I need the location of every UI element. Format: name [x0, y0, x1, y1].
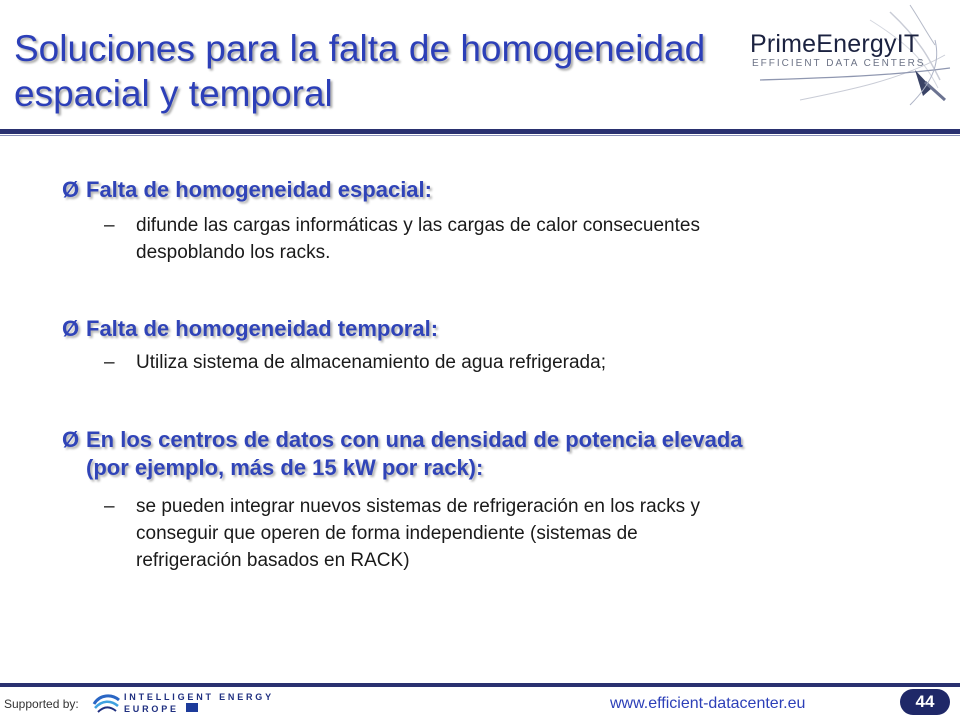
- logo-wordmark: PrimeEnergyIT: [750, 30, 920, 58]
- slide-title: [14, 26, 734, 116]
- supported-by-label: Supported by:: [4, 697, 79, 711]
- bullet-heading-text: (por ejemplo, más de 15 kW por rack):: [86, 455, 484, 480]
- header-divider: [0, 129, 960, 134]
- bullet-heading: [62, 315, 932, 343]
- bullet-arrow-icon: Ø: [62, 316, 80, 341]
- bullet-arrow-icon: Ø: [62, 427, 80, 452]
- sub-item-line: Utiliza sistema de almacenamiento de agua refrigerada;: [136, 352, 606, 373]
- sponsor-line-1: INTELLIGENT ENERGY: [124, 692, 274, 702]
- title-line-2: espacial y temporal: [14, 73, 333, 114]
- bullet-heading-text: En los centros de datos con una densidad de potencia elevada: [86, 427, 743, 452]
- header-divider-thin: [0, 135, 960, 136]
- sub-item-line: despoblando los racks.: [136, 242, 331, 263]
- sub-item: [104, 212, 864, 266]
- eu-flag-icon: [186, 703, 198, 712]
- intelligent-energy-europe-logo: [92, 690, 120, 714]
- sub-item-line: refrigeración basados en RACK): [136, 550, 410, 571]
- bullet-arrow-icon: Ø: [62, 177, 80, 202]
- dash-marker: –: [104, 215, 115, 236]
- logo-tagline: EFFICIENT DATA CENTERS: [752, 58, 926, 69]
- page-number-badge: 44: [900, 689, 950, 715]
- footer-url: www.efficient-datacenter.eu: [610, 695, 806, 712]
- sponsor-line-2: EUROPE: [124, 704, 179, 714]
- dash-marker: –: [104, 352, 115, 373]
- sub-item: [104, 349, 864, 376]
- title-line-1: Soluciones para la falta de homogeneidad: [14, 28, 706, 69]
- dash-marker: –: [104, 496, 115, 517]
- footer-divider: [0, 683, 960, 687]
- bullet-heading-text: Falta de homogeneidad temporal:: [86, 316, 439, 341]
- prime-energy-logo: [740, 0, 960, 125]
- sub-item-line: conseguir que operen de forma independiente (sistemas de: [136, 523, 638, 544]
- sub-item-line: difunde las cargas informáticas y las cargas de calor consecuentes: [136, 215, 700, 236]
- sponsor-name: [124, 691, 274, 715]
- sub-item: [104, 493, 864, 574]
- bullet-heading: [62, 176, 932, 204]
- bullet-heading-text: Falta de homogeneidad espacial:: [86, 177, 432, 202]
- bullet-heading: [62, 426, 932, 482]
- sub-item-line: se pueden integrar nuevos sistemas de refrigeración en los racks y: [136, 496, 700, 517]
